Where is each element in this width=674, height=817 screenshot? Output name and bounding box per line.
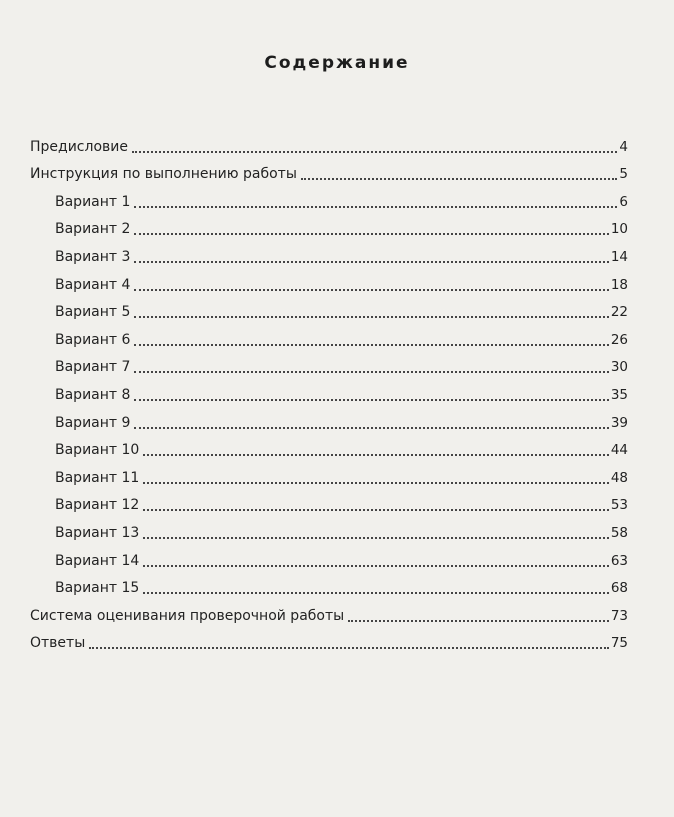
toc-entry-label: Система оценивания проверочной работы	[30, 607, 345, 624]
toc-dot-leader	[134, 410, 608, 429]
toc-entry	[0, 128, 628, 156]
toc-entry-page-number: 39	[610, 414, 628, 431]
toc-entry-label: Вариант 6	[55, 331, 131, 348]
toc-entry-label: Вариант 15	[55, 580, 140, 597]
toc-dot-leader	[143, 548, 608, 567]
toc-entry-page-number: 14	[610, 248, 628, 265]
toc-entry-label: Вариант 8	[55, 386, 131, 403]
toc-dot-leader	[134, 244, 608, 263]
toc-dot-leader	[134, 299, 608, 318]
toc-entry-page-number: 35	[610, 386, 628, 403]
toc-entry	[0, 294, 628, 322]
toc-entry-page-number: 63	[610, 552, 628, 569]
toc-dot-leader	[143, 492, 608, 511]
toc-entry-page-number: 73	[610, 607, 628, 624]
toc-entry-label: Вариант 12	[55, 497, 140, 514]
toc-entry-label: Вариант 14	[55, 552, 140, 569]
page-title: Содержание	[264, 53, 410, 74]
toc-entry	[0, 376, 628, 404]
toc-entry-label: Вариант 1	[55, 193, 131, 210]
toc-entry-page-number: 30	[610, 359, 628, 376]
toc-dot-leader	[134, 354, 608, 373]
toc-dot-leader	[132, 134, 617, 153]
toc-entry-page-number: 18	[610, 276, 628, 293]
toc-dot-leader	[143, 520, 608, 539]
toc-dot-leader	[143, 465, 608, 484]
toc-entry	[0, 432, 628, 460]
toc-entry	[0, 404, 628, 432]
toc-entry-label: Вариант 2	[55, 221, 131, 238]
toc-entry-page-number: 53	[610, 497, 628, 514]
toc-entry	[0, 570, 628, 598]
toc-entry-label: Вариант 9	[55, 414, 131, 431]
toc-entry	[0, 238, 628, 266]
toc-dot-leader	[134, 272, 608, 291]
toc-entry-label: Инструкция по выполнению работы	[30, 166, 297, 183]
toc-dot-leader	[134, 216, 608, 235]
toc-entry-page-number: 10	[610, 221, 628, 238]
toc-entry-page-number: 58	[610, 524, 628, 541]
toc-dot-leader	[134, 327, 608, 346]
toc-entry	[0, 183, 628, 211]
toc-dot-leader	[89, 630, 609, 649]
toc-entry-page-number: 44	[610, 442, 628, 459]
toc-dot-leader	[134, 189, 617, 208]
toc-entry-label: Вариант 4	[55, 276, 131, 293]
toc-dot-leader	[301, 161, 618, 180]
toc-entry-page-number: 26	[610, 331, 628, 348]
toc-entry-label: Вариант 11	[55, 469, 140, 486]
toc-entry-page-number: 75	[610, 635, 628, 652]
toc-entry	[0, 625, 628, 653]
toc-entry-label: Ответы	[30, 635, 86, 652]
toc-entry	[0, 156, 628, 184]
toc-entry	[0, 211, 628, 239]
toc-entry-page-number: 6	[619, 193, 628, 210]
toc-dot-leader	[143, 575, 608, 594]
toc-entry-label: Предисловие	[30, 138, 128, 155]
toc-entry-label: Вариант 5	[55, 304, 131, 321]
toc-entry-label: Вариант 10	[55, 442, 140, 459]
toc-entry-page-number: 5	[619, 166, 628, 183]
toc-entry-label: Вариант 13	[55, 524, 140, 541]
toc-entry	[0, 266, 628, 294]
toc-dot-leader	[348, 603, 609, 622]
toc-entry	[0, 514, 628, 542]
toc-entry	[0, 321, 628, 349]
toc-entry-page-number: 4	[619, 138, 628, 155]
toc-dot-leader	[134, 382, 608, 401]
table-of-contents	[0, 128, 674, 652]
toc-dot-leader	[143, 437, 608, 456]
toc-entry-label: Вариант 7	[55, 359, 131, 376]
toc-entry-label: Вариант 3	[55, 248, 131, 265]
toc-entry-page-number: 48	[610, 469, 628, 486]
toc-entry	[0, 349, 628, 377]
toc-entry	[0, 597, 628, 625]
toc-entry-page-number: 68	[610, 580, 628, 597]
toc-entry-page-number: 22	[610, 304, 628, 321]
toc-entry	[0, 542, 628, 570]
toc-entry	[0, 487, 628, 515]
toc-entry	[0, 459, 628, 487]
